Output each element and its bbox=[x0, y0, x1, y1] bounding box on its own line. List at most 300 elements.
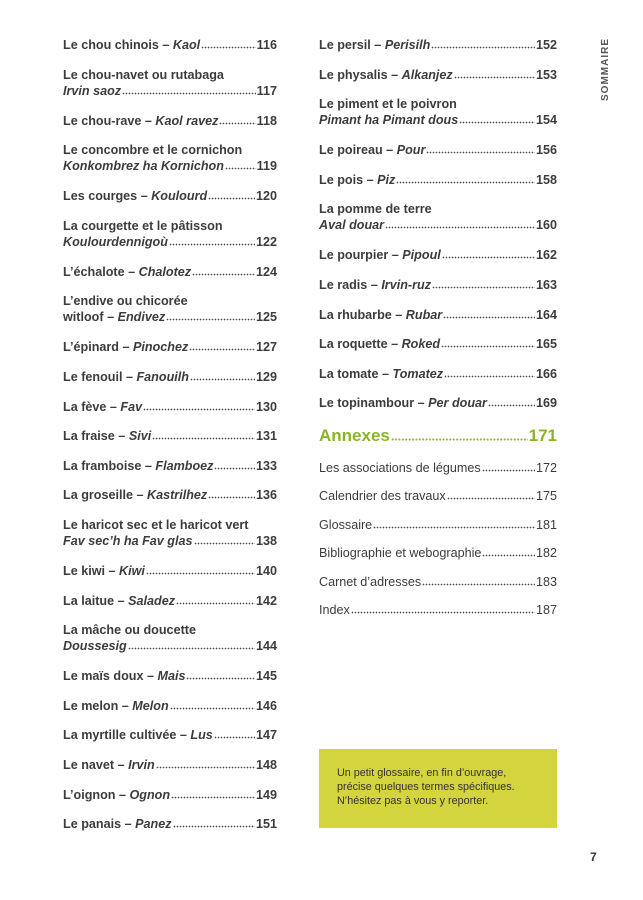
entry-title bbox=[319, 142, 425, 158]
entry-breton-name: Chalotez bbox=[138, 264, 192, 279]
dot-leader bbox=[173, 825, 255, 828]
entry-title-text: Le pourpier – bbox=[319, 248, 403, 263]
toc-line bbox=[63, 727, 277, 743]
entry-title bbox=[63, 638, 127, 654]
toc-entry[interactable] bbox=[63, 264, 277, 280]
toc-line bbox=[319, 366, 557, 382]
entry-title-text: La rhubarbe – bbox=[319, 307, 406, 322]
entry-page-number: 182 bbox=[535, 546, 557, 561]
toc-entry[interactable] bbox=[63, 293, 277, 325]
entry-title-text: Le kiwi – bbox=[63, 563, 119, 578]
toc-right-column bbox=[319, 37, 557, 618]
toc-line bbox=[63, 787, 277, 803]
toc-line bbox=[319, 602, 557, 618]
entry-page-number: 156 bbox=[535, 143, 557, 158]
toc-line bbox=[63, 188, 277, 204]
entry-page-number: 175 bbox=[535, 489, 557, 504]
toc-line bbox=[63, 399, 277, 415]
entry-page-number: 148 bbox=[255, 757, 277, 772]
entry-page-number: 142 bbox=[255, 593, 277, 608]
annex-entry[interactable] bbox=[319, 602, 557, 618]
entry-title-text: Le pois – bbox=[319, 172, 378, 187]
toc-entry[interactable] bbox=[319, 277, 557, 293]
dot-leader bbox=[443, 316, 535, 319]
callout-line: Un petit glossaire, en fin d’ouvrage, bbox=[337, 767, 507, 779]
entry-page-number: 146 bbox=[255, 698, 277, 713]
entry-page-number: 125 bbox=[255, 310, 277, 325]
toc-line bbox=[319, 307, 557, 323]
toc-line bbox=[319, 395, 557, 411]
dot-leader bbox=[171, 796, 255, 799]
entry-title-text: Le fenouil – bbox=[63, 369, 137, 384]
entry-title bbox=[63, 264, 191, 280]
toc-entry[interactable] bbox=[63, 458, 277, 474]
entry-breton-name: Alkanjez bbox=[401, 67, 453, 82]
dot-leader bbox=[459, 121, 535, 124]
entry-page-number: 152 bbox=[535, 38, 557, 52]
entry-title bbox=[63, 593, 175, 609]
toc-entry[interactable] bbox=[319, 67, 557, 83]
toc-entry[interactable] bbox=[319, 37, 557, 53]
entry-title bbox=[63, 816, 172, 832]
entry-breton-name: Irvin-ruz bbox=[381, 277, 431, 292]
entry-page-number: 147 bbox=[255, 728, 277, 743]
entry-page-number: 116 bbox=[256, 38, 277, 52]
dot-leader bbox=[214, 467, 255, 470]
entry-title-text: Le piment et le poivron bbox=[319, 97, 457, 112]
entry-title bbox=[63, 698, 169, 714]
entry-title-text: Le chou-rave – bbox=[63, 113, 156, 128]
page-number: 7 bbox=[590, 850, 597, 864]
toc-line bbox=[63, 309, 277, 325]
toc-line bbox=[319, 247, 557, 263]
entry-title bbox=[63, 158, 224, 174]
entry-title: Les associations de légumes bbox=[319, 460, 481, 475]
entry-page-number: 154 bbox=[535, 113, 557, 128]
toc-entry[interactable] bbox=[63, 188, 277, 204]
entry-page-number: 183 bbox=[535, 574, 557, 589]
dot-leader bbox=[166, 318, 255, 321]
entry-title: Carnet d’adresses bbox=[319, 574, 422, 589]
entry-title bbox=[319, 395, 487, 411]
toc-left-column bbox=[63, 37, 277, 846]
dot-leader bbox=[186, 677, 255, 680]
dot-leader bbox=[128, 647, 255, 650]
section-label: SOMMAIRE bbox=[600, 38, 611, 101]
entry-title-text: Les courges – bbox=[63, 189, 152, 204]
toc-line bbox=[319, 172, 557, 188]
entry-breton-name: Pimant ha Pimant dous bbox=[319, 113, 459, 128]
entry-page-number: 120 bbox=[255, 189, 277, 204]
annex-entry[interactable] bbox=[319, 574, 557, 590]
entry-title-text: Le radis – bbox=[319, 277, 382, 292]
entry-title bbox=[63, 668, 185, 684]
entry-title-text: La tomate – bbox=[319, 366, 393, 381]
toc-entry[interactable] bbox=[63, 727, 277, 743]
entry-page-number: 124 bbox=[255, 264, 277, 279]
annex-entry[interactable] bbox=[319, 460, 557, 476]
toc-line bbox=[63, 113, 277, 129]
dot-leader bbox=[396, 181, 535, 184]
entry-title bbox=[63, 188, 207, 204]
entry-title bbox=[63, 517, 248, 533]
entry-breton-name: Roked bbox=[401, 337, 441, 352]
toc-line bbox=[63, 339, 277, 355]
entry-page-number: 160 bbox=[535, 218, 557, 233]
toc-line bbox=[319, 217, 557, 233]
toc-line bbox=[63, 517, 277, 533]
entry-title-text: Le navet – bbox=[63, 757, 129, 772]
toc-line bbox=[63, 83, 277, 99]
toc-line bbox=[63, 293, 277, 309]
entry-title bbox=[63, 309, 165, 325]
annex-entry[interactable] bbox=[319, 488, 557, 504]
entry-page-number: 118 bbox=[256, 113, 277, 128]
entry-title-text: Le poireau – bbox=[319, 143, 397, 158]
toc-entry[interactable] bbox=[319, 247, 557, 263]
entry-title bbox=[319, 172, 395, 188]
dot-leader bbox=[482, 554, 535, 557]
toc-entry[interactable] bbox=[63, 816, 277, 832]
toc-line bbox=[63, 428, 277, 444]
entry-title bbox=[63, 113, 218, 129]
entry-breton-name: Kaol ravez bbox=[155, 113, 219, 128]
toc-entry[interactable] bbox=[319, 96, 557, 128]
entry-title bbox=[63, 369, 189, 385]
entry-title bbox=[63, 293, 188, 309]
entry-breton-name: Sivi bbox=[128, 429, 152, 444]
toc-entry[interactable] bbox=[63, 428, 277, 444]
entry-breton-name: Flamboez bbox=[155, 458, 214, 473]
toc-entry[interactable] bbox=[63, 593, 277, 609]
entry-title-text: La courgette et le pâtisson bbox=[63, 218, 223, 233]
entry-title-text: Le panais – bbox=[63, 817, 136, 832]
dot-leader bbox=[208, 496, 255, 499]
toc-line bbox=[63, 668, 277, 684]
dot-leader bbox=[192, 273, 255, 276]
dot-leader bbox=[208, 197, 255, 200]
entry-breton-name: Doussesig bbox=[63, 639, 127, 654]
dot-leader bbox=[426, 151, 535, 154]
entry-page-number: 131 bbox=[255, 429, 277, 444]
dot-leader bbox=[122, 92, 256, 95]
entry-title bbox=[63, 67, 224, 83]
entry-title bbox=[63, 787, 170, 803]
toc-entry[interactable] bbox=[63, 698, 277, 714]
dot-leader bbox=[152, 437, 255, 440]
toc-line bbox=[319, 545, 557, 561]
entry-page-number: 129 bbox=[255, 369, 277, 384]
entry-breton-name: Mais bbox=[157, 669, 186, 684]
entry-breton-name: Melon bbox=[132, 698, 169, 713]
entry-title bbox=[63, 142, 242, 158]
toc-line bbox=[63, 264, 277, 280]
toc-entry[interactable] bbox=[63, 668, 277, 684]
dot-leader bbox=[156, 766, 255, 769]
toc-entry[interactable] bbox=[63, 787, 277, 803]
entry-page-number: 127 bbox=[255, 340, 277, 355]
toc-line bbox=[63, 158, 277, 174]
dot-leader bbox=[146, 572, 255, 575]
entry-title bbox=[63, 428, 151, 444]
entry-breton-name: Panez bbox=[135, 817, 172, 832]
toc-entry[interactable] bbox=[319, 336, 557, 352]
toc-entry[interactable] bbox=[63, 369, 277, 385]
dot-leader bbox=[391, 438, 528, 441]
entry-page-number: 158 bbox=[535, 172, 557, 187]
entry-title: Bibliographie et webographie bbox=[319, 546, 482, 561]
entry-title bbox=[63, 727, 213, 743]
entry-breton-name: Lus bbox=[190, 728, 213, 743]
dot-leader bbox=[454, 76, 535, 79]
entry-title-text: Le physalis – bbox=[319, 67, 402, 82]
entry-title: Glossaire bbox=[319, 517, 373, 532]
entry-title bbox=[319, 37, 430, 53]
entry-title-text: L’oignon – bbox=[63, 787, 130, 802]
entry-breton-name: Tomatez bbox=[392, 366, 444, 381]
toc-line bbox=[319, 96, 557, 112]
toc-line bbox=[63, 533, 277, 549]
entry-title bbox=[319, 67, 453, 83]
entry-title bbox=[63, 622, 196, 638]
dot-leader bbox=[432, 286, 535, 289]
entry-title bbox=[63, 339, 188, 355]
dot-leader bbox=[431, 46, 535, 49]
toc-entry[interactable] bbox=[319, 366, 557, 382]
toc-entry[interactable] bbox=[63, 563, 277, 579]
annex-entry[interactable] bbox=[319, 545, 557, 561]
entry-breton-name: Piz bbox=[377, 172, 396, 187]
entry-title bbox=[63, 487, 207, 503]
toc-line bbox=[63, 638, 277, 654]
entry-breton-name: Endivez bbox=[117, 310, 166, 325]
toc-line bbox=[319, 112, 557, 128]
toc-entry[interactable] bbox=[63, 487, 277, 503]
entry-page-number: 164 bbox=[535, 307, 557, 322]
dot-leader bbox=[441, 345, 535, 348]
entry-title: Index bbox=[319, 603, 350, 618]
toc-line bbox=[319, 277, 557, 293]
entry-title-text: La fraise – bbox=[63, 429, 129, 444]
toc-entry[interactable] bbox=[319, 201, 557, 233]
dot-leader bbox=[214, 736, 255, 739]
entry-breton-name: Saladez bbox=[128, 593, 175, 608]
entry-title bbox=[63, 563, 145, 579]
entry-title: Calendrier des travaux bbox=[319, 489, 446, 504]
entry-title bbox=[319, 277, 431, 293]
toc-line bbox=[319, 574, 557, 590]
entry-breton-name: Koulourdennigoù bbox=[63, 234, 168, 249]
entry-title-text: witloof – bbox=[63, 310, 118, 325]
entry-page-number: 145 bbox=[255, 669, 277, 684]
toc-line bbox=[319, 37, 557, 53]
entry-title bbox=[63, 234, 168, 250]
toc-entry[interactable] bbox=[319, 172, 557, 188]
toc-line bbox=[63, 218, 277, 234]
entry-page-number: 140 bbox=[255, 563, 277, 578]
toc-entry[interactable] bbox=[63, 67, 277, 99]
dot-leader bbox=[442, 256, 535, 259]
entry-title bbox=[319, 247, 441, 263]
entry-breton-name: Kastrilhez bbox=[147, 488, 208, 503]
toc-entry[interactable] bbox=[63, 339, 277, 355]
entry-breton-name: Kaol bbox=[172, 38, 201, 52]
entry-breton-name: Konkombrez ha Kornichon bbox=[63, 159, 224, 174]
annexes-page: 171 bbox=[528, 425, 557, 445]
toc-right-list bbox=[319, 37, 557, 411]
entry-page-number: 169 bbox=[535, 396, 557, 411]
entry-page-number: 149 bbox=[255, 787, 277, 802]
entry-breton-name: Fanouilh bbox=[136, 369, 189, 384]
toc-line bbox=[63, 142, 277, 158]
entry-title-text: La groseille – bbox=[63, 488, 147, 503]
toc-line bbox=[319, 517, 557, 533]
entry-title-text: La fève – bbox=[63, 399, 121, 414]
entry-title-text: La mâche ou doucette bbox=[63, 623, 196, 638]
annexes-list bbox=[319, 460, 557, 619]
entry-title bbox=[63, 399, 142, 415]
entry-breton-name: Irvin bbox=[128, 757, 155, 772]
toc-line bbox=[319, 460, 557, 476]
dot-leader bbox=[373, 526, 535, 529]
entry-title bbox=[319, 96, 457, 112]
entry-page-number: 163 bbox=[535, 277, 557, 292]
toc-line bbox=[63, 67, 277, 83]
entry-title-text: L’endive ou chicorée bbox=[63, 294, 188, 309]
entry-breton-name: Pipoul bbox=[402, 248, 441, 263]
entry-title bbox=[63, 757, 155, 773]
entry-page-number: 153 bbox=[535, 67, 557, 82]
entry-breton-name: Ognon bbox=[129, 787, 171, 802]
toc-entry[interactable] bbox=[63, 757, 277, 773]
toc-entry[interactable] bbox=[319, 395, 557, 411]
toc-line bbox=[63, 234, 277, 250]
entry-page-number: 187 bbox=[535, 603, 557, 618]
toc-line bbox=[319, 336, 557, 352]
toc-line bbox=[319, 142, 557, 158]
dot-leader bbox=[422, 583, 535, 586]
toc-entry[interactable] bbox=[319, 142, 557, 158]
entry-title bbox=[63, 83, 121, 99]
entry-page-number: 166 bbox=[535, 366, 557, 381]
entry-breton-name: Per douar bbox=[428, 396, 487, 411]
entry-page-number: 122 bbox=[255, 234, 277, 249]
entry-page-number: 162 bbox=[535, 248, 557, 263]
entry-title-text: La pomme de terre bbox=[319, 202, 432, 217]
callout-line: N’hésitez pas à vous y reporter. bbox=[337, 795, 489, 807]
entry-title bbox=[319, 336, 440, 352]
entry-page-number: 119 bbox=[256, 159, 277, 174]
toc-entry[interactable] bbox=[63, 517, 277, 549]
toc-entry[interactable] bbox=[63, 399, 277, 415]
toc-entry[interactable] bbox=[63, 113, 277, 129]
entry-page-number: 172 bbox=[535, 460, 557, 475]
entry-breton-name: Perisilh bbox=[384, 38, 431, 52]
dot-leader bbox=[190, 378, 255, 381]
toc-line bbox=[63, 757, 277, 773]
dot-leader bbox=[201, 46, 256, 49]
dot-leader bbox=[194, 542, 255, 545]
entry-title bbox=[319, 217, 384, 233]
entry-page-number: 133 bbox=[255, 458, 277, 473]
entry-page-number: 165 bbox=[535, 337, 557, 352]
toc-entry[interactable] bbox=[63, 142, 277, 174]
entry-page-number: 138 bbox=[255, 533, 277, 548]
annexes-heading[interactable] bbox=[319, 425, 557, 447]
entry-title-text: Le concombre et le cornichon bbox=[63, 143, 243, 158]
dot-leader bbox=[351, 611, 535, 614]
annexes-title: Annexes bbox=[319, 425, 390, 445]
entry-page-number: 130 bbox=[255, 399, 277, 414]
glossary-callout bbox=[319, 749, 557, 828]
entry-title bbox=[319, 366, 443, 382]
dot-leader bbox=[385, 226, 535, 229]
entry-title-text: La roquette – bbox=[319, 337, 402, 352]
entry-title-text: La laitue – bbox=[63, 593, 129, 608]
toc-line bbox=[63, 593, 277, 609]
entry-title-text: La framboise – bbox=[63, 458, 156, 473]
entry-title bbox=[63, 533, 193, 549]
toc-line bbox=[63, 816, 277, 832]
entry-page-number: 136 bbox=[255, 488, 277, 503]
entry-breton-name: Rubar bbox=[405, 307, 443, 322]
entry-title-text: Le topinambour – bbox=[319, 396, 429, 411]
toc-line bbox=[63, 487, 277, 503]
toc-line bbox=[319, 201, 557, 217]
dot-leader bbox=[143, 408, 255, 411]
toc-line bbox=[63, 698, 277, 714]
dot-leader bbox=[482, 469, 535, 472]
entry-title-text: Le melon – bbox=[63, 698, 133, 713]
entry-page-number: 117 bbox=[256, 83, 277, 98]
entry-title bbox=[319, 307, 442, 323]
entry-title-text: Le chou-navet ou rutabaga bbox=[63, 67, 224, 82]
dot-leader bbox=[219, 122, 255, 125]
toc-line bbox=[63, 369, 277, 385]
entry-breton-name: Koulourd bbox=[151, 189, 208, 204]
entry-title-text: Le persil – bbox=[319, 38, 385, 52]
toc-line bbox=[63, 622, 277, 638]
toc-entry[interactable] bbox=[63, 37, 277, 53]
entry-breton-name: Pinochez bbox=[133, 340, 189, 355]
toc-entry[interactable] bbox=[63, 218, 277, 250]
dot-leader bbox=[225, 167, 256, 170]
entry-breton-name: Fav sec’h ha Fav glas bbox=[63, 533, 193, 548]
toc-line bbox=[63, 563, 277, 579]
entry-title-text: Le haricot sec et le haricot vert bbox=[63, 517, 249, 532]
toc-line bbox=[63, 458, 277, 474]
toc-line bbox=[63, 37, 277, 53]
toc-entry[interactable] bbox=[319, 307, 557, 323]
entry-title-text: La myrtille cultivée – bbox=[63, 728, 191, 743]
toc-entry[interactable] bbox=[63, 622, 277, 654]
toc-line bbox=[319, 488, 557, 504]
annex-entry[interactable] bbox=[319, 517, 557, 533]
entry-breton-name: Irvin saoz bbox=[63, 83, 122, 98]
entry-title bbox=[63, 458, 213, 474]
entry-breton-name: Pour bbox=[396, 143, 426, 158]
entry-title-text: Le maïs doux – bbox=[63, 669, 158, 684]
entry-breton-name: Fav bbox=[120, 399, 143, 414]
dot-leader bbox=[447, 497, 535, 500]
entry-title-text: L’échalote – bbox=[63, 264, 139, 279]
entry-breton-name: Aval douar bbox=[319, 218, 385, 233]
entry-title bbox=[319, 112, 458, 128]
entry-page-number: 181 bbox=[535, 517, 557, 532]
dot-leader bbox=[189, 348, 255, 351]
dot-leader bbox=[170, 707, 255, 710]
entry-title bbox=[319, 201, 432, 217]
